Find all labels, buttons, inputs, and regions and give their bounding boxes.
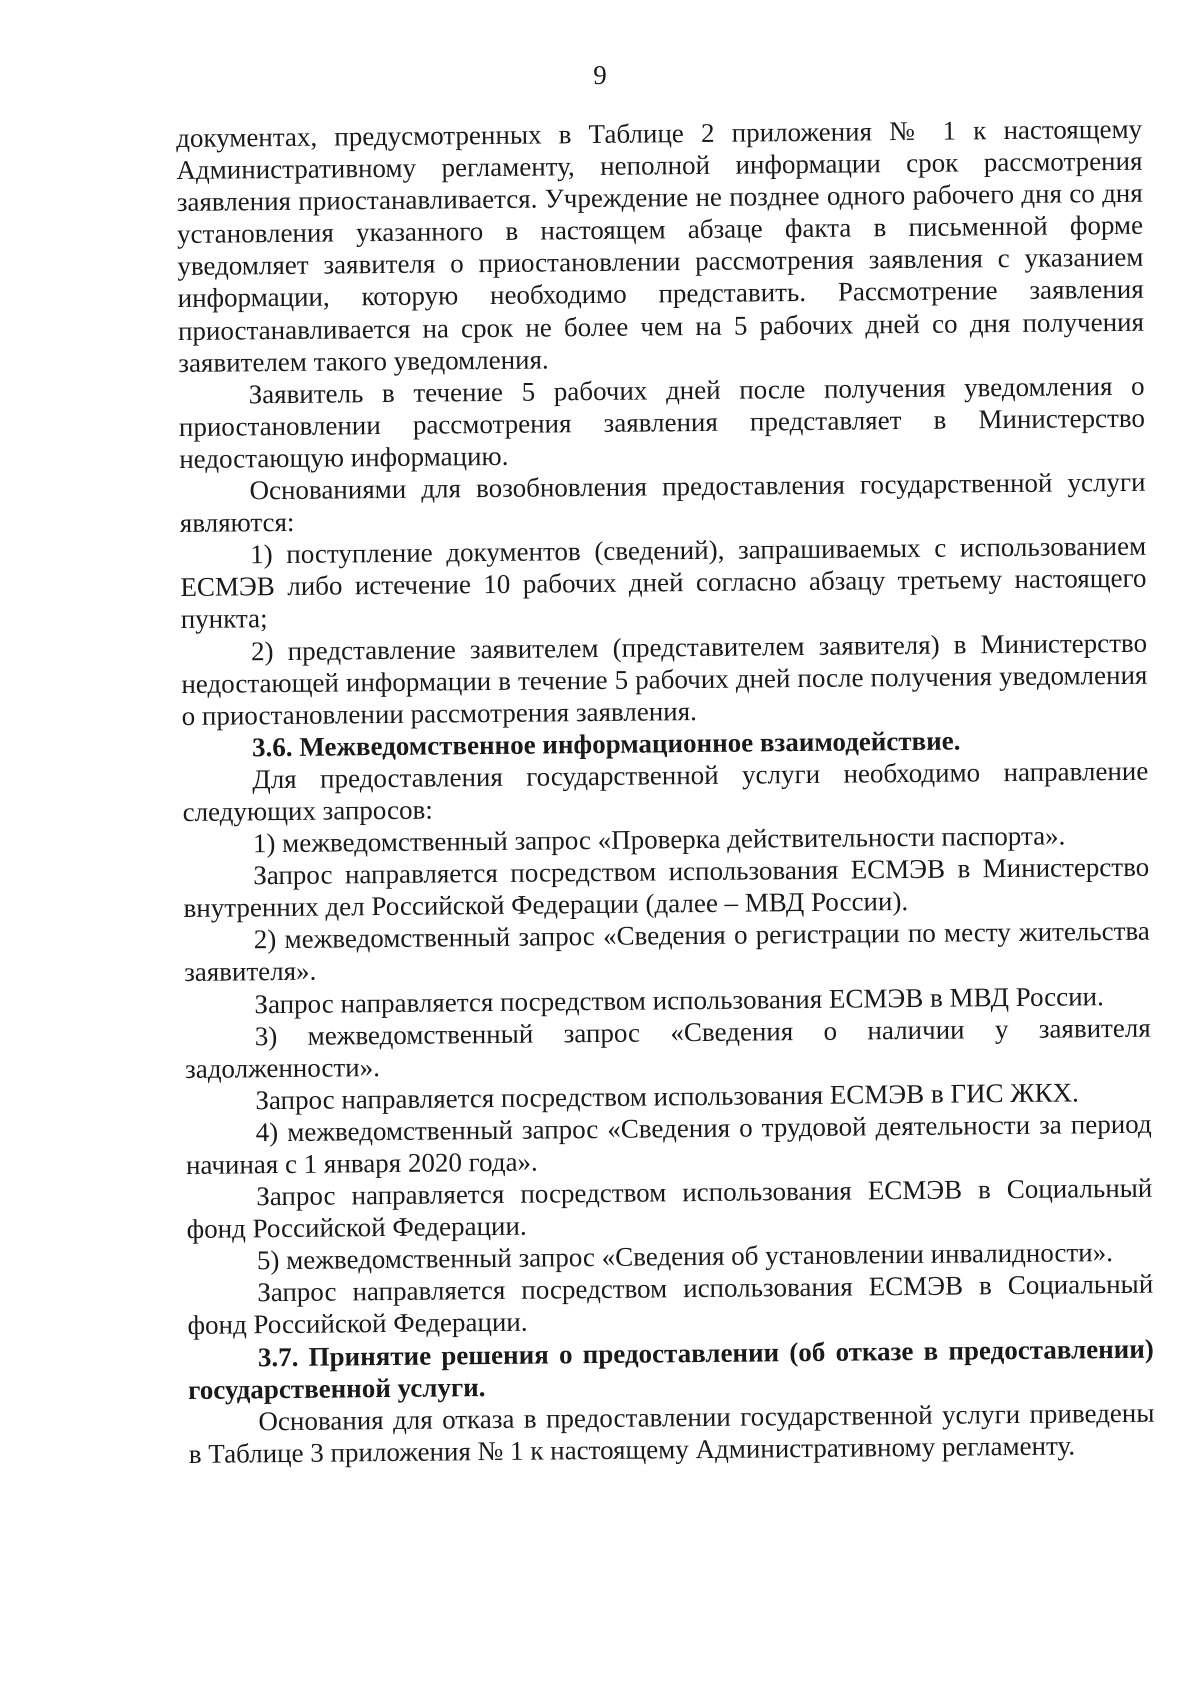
- paragraph-requests-intro: Для предоставления государственной услуги необходимо направление следующих запросов:: [182, 755, 1149, 827]
- list-item-request-3: 3) межведомственный запрос «Сведения о наличии у заявителя задолженности».: [184, 1012, 1151, 1084]
- page-number: 9: [593, 60, 607, 90]
- list-item-request-1: 1) межведомственный запрос «Проверка действительности паспорта».: [252, 820, 1066, 859]
- list-item-request-2: 2) межведомственный запрос «Сведения о регистрации по месту жительства заявителя».: [184, 916, 1150, 988]
- paragraph-applicant-deadline: Заявитель в течение 5 рабочих дней после получения уведомления о приостановлении рассмотрения заявления представляет в Министерство недостающую информацию.: [178, 370, 1146, 474]
- paragraph-continuation: документах, предусмотренных в Таблице 2 приложения № 1 к настоящему Административному регламенту, неполной информации срок рассмотрения заявления приостанавливается. Учреждение не позднее одного рабочего дня со дня установления указанного в настоящем абзаце факта в письменной форме уведомляет заявителя о приостановлении рассмотрения заявления с указанием информации, которую необходимо представить. Рассмотрение заявления приостанавливается на срок не более чем на 5 рабочих дней со дня получения заявителем такого уведомления.: [176, 113, 1145, 378]
- list-item-resumption-1: 1) поступление документов (сведений), запрашиваемых с использованием ЕСМЭВ либо истечение 10 рабочих дней согласно абзацу третьему настоящего пункта;: [180, 530, 1147, 635]
- paragraph-request-4-route: Запрос направляется посредством использования ЕСМЭВ в Социальный фонд Российской Федерации.: [186, 1172, 1153, 1245]
- paragraph-request-1-route: Запрос направляется посредством использования ЕСМЭВ в Министерство внутренних дел Российской Федерации (далее – МВД России).: [183, 851, 1150, 924]
- paragraph-request-5-route: Запрос направляется посредством использования ЕСМЭВ в Социальный фонд Российской Федерации.: [187, 1269, 1154, 1341]
- paragraph-request-2-route: Запрос направляется посредством использования ЕСМЭВ в МВД России.: [254, 980, 1104, 1019]
- list-item-request-4: 4) межведомственный запрос «Сведения о трудовой деятельности за период начиная с 1 января 2020 года».: [185, 1108, 1152, 1180]
- section-heading-3-6: 3.6. Межведомственное информационное взаимодействие.: [251, 725, 961, 763]
- paragraph-resumption-grounds: Основаниями для возобновления предоставления государственной услуги являются:: [179, 466, 1146, 539]
- list-item-request-5: 5) межведомственный запрос «Сведения об установлении инвалидности».: [256, 1237, 1114, 1276]
- paragraph-request-3-route: Запрос направляется посредством использования ЕСМЭВ в ГИС ЖКХ.: [255, 1077, 1079, 1116]
- document-body: [176, 113, 1155, 1470]
- paragraph-refusal-grounds: Основания для отказа в предоставлении государственной услуги приведены в Таблице 3 приложения № 1 к настоящему Административному регламенту.: [188, 1397, 1155, 1469]
- section-heading-3-7: 3.7. Принятие решения о предоставлении (об отказе в предоставлении) государственной услуги.: [188, 1333, 1154, 1405]
- list-item-resumption-2: 2) представление заявителем (представителем заявителя) в Министерство недостающей информации в течение 5 рабочих дней после получения уведомления о приостановлении рассмотрения заявления.: [181, 627, 1148, 731]
